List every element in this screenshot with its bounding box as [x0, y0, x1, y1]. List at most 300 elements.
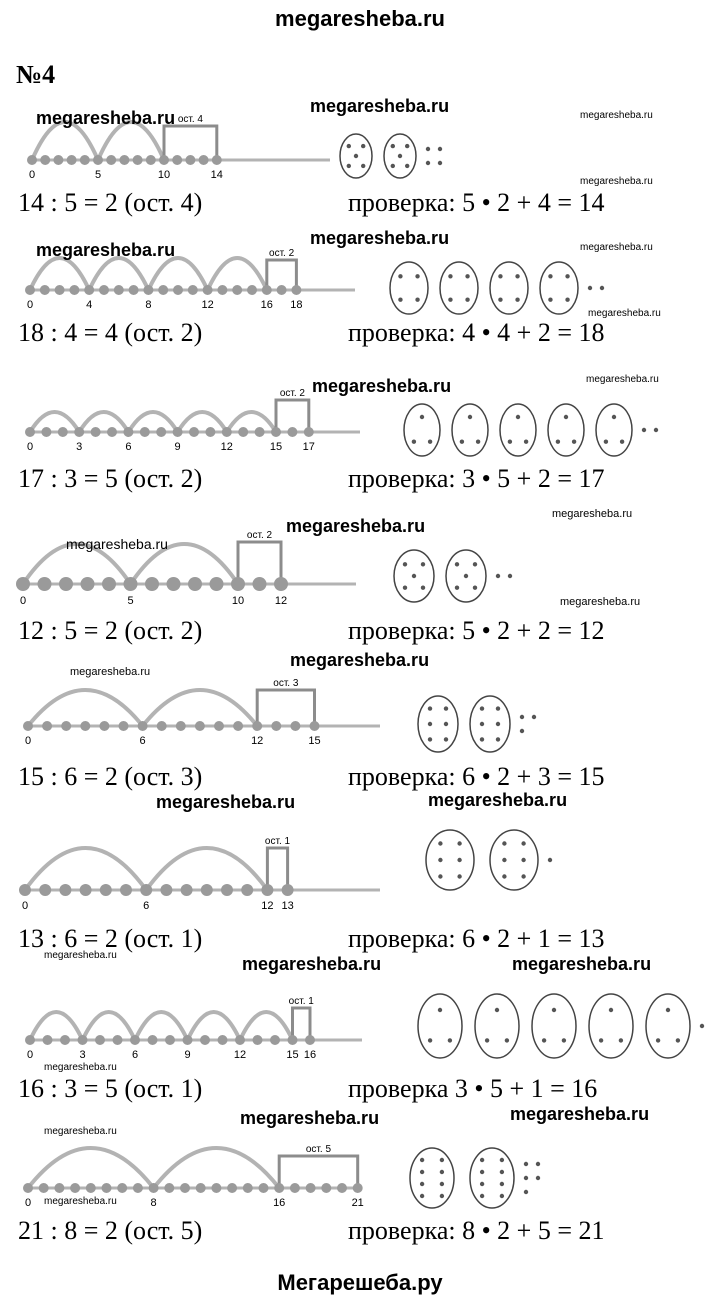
tick-label: 12: [261, 900, 274, 912]
watermark: megaresheba.ru: [36, 240, 176, 260]
tick-label: 12: [274, 595, 288, 607]
bead: [159, 155, 169, 165]
group-dot: [391, 144, 395, 148]
bead: [277, 285, 287, 295]
group-dot: [502, 858, 506, 862]
bead: [120, 884, 132, 896]
bead: [124, 577, 138, 591]
group-dot: [403, 562, 407, 566]
group-dot: [548, 274, 552, 278]
remainder-dot: [496, 574, 500, 578]
tick-label: 18: [290, 299, 303, 311]
group-dot: [480, 1170, 484, 1174]
bead: [54, 1183, 64, 1193]
number-line: [0, 980, 720, 1074]
group-dot: [521, 841, 525, 845]
bead: [200, 1035, 210, 1045]
jump-arc: [83, 1012, 136, 1040]
jump-arc: [25, 848, 146, 890]
group-dot: [412, 440, 416, 444]
jump-arc: [30, 1012, 83, 1040]
bead: [149, 1183, 159, 1193]
watermark: megaresheba.ru: [580, 176, 653, 187]
bead: [156, 427, 166, 437]
jump-arc: [30, 412, 79, 432]
group-dot: [361, 164, 365, 168]
bead: [95, 1035, 105, 1045]
tick-label: 13: [281, 900, 294, 912]
bead: [304, 427, 314, 437]
bead: [201, 884, 213, 896]
bead: [55, 285, 65, 295]
bead: [291, 285, 301, 295]
bead: [117, 1183, 127, 1193]
group-dot: [448, 274, 452, 278]
bead: [274, 1183, 284, 1193]
tick-label: 9: [174, 441, 181, 453]
group-dot: [480, 722, 484, 726]
bead: [221, 884, 233, 896]
watermark: megaresheba.ru: [36, 108, 176, 128]
group-ellipse: [548, 404, 584, 456]
group-dot: [565, 298, 569, 302]
group-dot: [444, 737, 448, 741]
bead: [114, 285, 124, 295]
group-dot: [420, 415, 424, 419]
bead: [218, 1035, 228, 1045]
remainder-label: ост. 2: [279, 388, 305, 399]
tick-label: 17: [302, 441, 315, 453]
bead: [113, 1035, 123, 1045]
group-dot: [515, 298, 519, 302]
bead: [235, 1035, 245, 1045]
watermark: megaresheba.ru: [580, 242, 653, 253]
bead: [67, 155, 77, 165]
group-dot: [502, 874, 506, 878]
jump-arc: [28, 1148, 154, 1188]
group-dot: [448, 1038, 452, 1042]
bead: [160, 884, 172, 896]
group-dot: [480, 737, 484, 741]
remainder-label: ост. 2: [269, 248, 295, 259]
group-dot: [656, 1038, 660, 1042]
bead: [158, 285, 168, 295]
bead: [203, 285, 213, 295]
bead: [145, 577, 159, 591]
tick-label: 10: [231, 595, 245, 607]
bead: [238, 427, 248, 437]
remainder-box: [279, 1156, 358, 1188]
group-ellipse: [490, 262, 528, 314]
bead: [140, 427, 150, 437]
group-dot: [496, 706, 500, 710]
group-dot: [500, 1158, 504, 1162]
group-dot: [485, 1038, 489, 1042]
number-line: [0, 1134, 720, 1220]
bead: [282, 884, 294, 896]
group-dot: [428, 440, 432, 444]
group-ellipse: [470, 696, 510, 752]
group-dot: [666, 1008, 670, 1012]
watermark: megaresheba.ru: [586, 374, 659, 385]
group-dot: [455, 562, 459, 566]
tick-label: 6: [125, 441, 132, 453]
tick-label: 4: [86, 299, 93, 311]
bead: [61, 721, 71, 731]
group-dot: [500, 1194, 504, 1198]
bead: [241, 884, 253, 896]
bead: [196, 1183, 206, 1193]
problem-5: [0, 664, 720, 794]
bead: [59, 884, 71, 896]
bead: [288, 1035, 298, 1045]
group-dot: [398, 274, 402, 278]
group-dot: [508, 440, 512, 444]
watermark: megaresheba.ru: [242, 954, 382, 974]
bead: [146, 155, 156, 165]
group-dot: [599, 1038, 603, 1042]
group-dot: [403, 586, 407, 590]
group-dot: [428, 722, 432, 726]
group-dot: [464, 574, 468, 578]
group-dot: [524, 440, 528, 444]
watermark: megaresheba.ru: [310, 96, 450, 116]
bead: [119, 155, 129, 165]
bead: [290, 1183, 300, 1193]
group-dot: [354, 154, 358, 158]
bead: [259, 1183, 269, 1193]
remainder-dot: [438, 161, 442, 165]
tick-label: 6: [143, 900, 150, 912]
group-dot: [609, 1008, 613, 1012]
tick-label: 0: [26, 299, 34, 311]
remainder-box: [257, 690, 314, 726]
watermark: megaresheba.ru: [512, 954, 652, 974]
group-dot: [415, 298, 419, 302]
bead: [58, 427, 68, 437]
group-ellipse: [390, 262, 428, 314]
equation: 12 : 5 = 2 (ост. 2): [18, 616, 203, 645]
group-dot: [428, 706, 432, 710]
group-dot: [556, 440, 560, 444]
group-dot: [572, 440, 576, 444]
bead: [252, 721, 262, 731]
bead: [43, 1035, 53, 1045]
remainder-dot: [642, 428, 646, 432]
bead: [188, 577, 202, 591]
watermark: megaresheba.ru: [44, 1062, 117, 1073]
remainder-label: ост. 4: [177, 114, 203, 125]
check-equation: проверка: 4 • 4 + 2 = 18: [348, 318, 605, 347]
bead: [16, 577, 30, 591]
bead: [231, 577, 245, 591]
bead: [290, 721, 300, 731]
group-dot: [516, 415, 520, 419]
bead: [247, 285, 257, 295]
group-ellipse: [500, 404, 536, 456]
bead: [19, 884, 31, 896]
bead: [25, 285, 35, 295]
remainder-dot: [532, 715, 536, 719]
group-ellipse: [404, 404, 440, 456]
group-dot: [428, 737, 432, 741]
footer-title: Мегарешеба.ру: [277, 1270, 443, 1295]
bead: [60, 1035, 70, 1045]
group-dot: [500, 1170, 504, 1174]
jump-arc: [188, 1012, 241, 1040]
watermark: megaresheba.ru: [310, 228, 450, 248]
bead: [176, 721, 186, 731]
group-ellipse: [452, 404, 488, 456]
bead: [205, 427, 215, 437]
group-dot: [500, 1182, 504, 1186]
watermark: megaresheba.ru: [44, 950, 117, 961]
group-ellipse: [532, 994, 576, 1058]
remainder-label: ост. 2: [246, 530, 273, 541]
group-dot: [521, 874, 525, 878]
bead: [173, 285, 183, 295]
bead: [212, 155, 222, 165]
tick-label: 0: [26, 1049, 34, 1061]
group-ellipse: [410, 1148, 454, 1208]
jump-arc: [227, 412, 276, 432]
bead: [78, 1035, 88, 1045]
group-dot: [495, 1008, 499, 1012]
bead: [93, 155, 103, 165]
group-ellipse: [418, 994, 462, 1058]
tick-label: 0: [28, 169, 36, 181]
tick-label: 0: [19, 595, 27, 607]
group-dot: [440, 1158, 444, 1162]
group-dot: [496, 737, 500, 741]
remainder-dot: [700, 1024, 704, 1028]
remainder-dot: [438, 147, 442, 151]
check-equation: проверка: 6 • 2 + 3 = 15: [348, 762, 605, 791]
bead: [91, 427, 101, 437]
tick-label: 15: [308, 735, 321, 747]
tick-label: 10: [157, 169, 171, 181]
bead: [140, 884, 152, 896]
bead: [172, 155, 182, 165]
bead: [185, 155, 195, 165]
group-dot: [438, 841, 442, 845]
group-dot: [421, 562, 425, 566]
jump-arc: [178, 412, 227, 432]
equation: 14 : 5 = 2 (ост. 4): [18, 188, 203, 217]
remainder-dot: [426, 147, 430, 151]
watermark: megaresheba.ru: [70, 666, 151, 678]
bead: [130, 1035, 140, 1045]
jump-arc: [28, 690, 143, 726]
remainder-dot: [524, 1162, 528, 1166]
group-dot: [398, 298, 402, 302]
equation: 13 : 6 = 2 (ост. 1): [18, 924, 203, 953]
group-dot: [420, 1182, 424, 1186]
group-dot: [552, 1008, 556, 1012]
bead: [270, 1035, 280, 1045]
tick-label: 15: [269, 441, 283, 453]
group-dot: [515, 274, 519, 278]
bead: [274, 577, 288, 591]
bead: [164, 1183, 174, 1193]
watermark: megaresheba.ru: [290, 650, 430, 670]
group-dot: [405, 144, 409, 148]
check-equation: проверка: 6 • 2 + 1 = 13: [348, 924, 605, 953]
bead: [306, 1183, 316, 1193]
group-dot: [438, 1008, 442, 1012]
task-number: №4: [16, 60, 56, 89]
bead: [227, 1183, 237, 1193]
tick-label: 3: [79, 1049, 86, 1061]
bead: [188, 285, 198, 295]
bead: [321, 1183, 331, 1193]
group-dot: [473, 586, 477, 590]
equation: 17 : 3 = 5 (ост. 2): [18, 464, 203, 493]
remainder-dot: [524, 1190, 528, 1194]
bead: [80, 884, 92, 896]
group-dot: [420, 1158, 424, 1162]
group-dot: [361, 144, 365, 148]
remainder-dot: [520, 715, 524, 719]
group-dot: [420, 1194, 424, 1198]
bead: [337, 1183, 347, 1193]
group-dot: [465, 298, 469, 302]
group-dot: [421, 586, 425, 590]
watermark: megaresheba.ru: [428, 790, 568, 810]
group-dot: [438, 874, 442, 878]
group-dot: [448, 298, 452, 302]
remainder-dot: [536, 1176, 540, 1180]
group-dot: [468, 415, 472, 419]
bead: [25, 427, 35, 437]
bead: [23, 1183, 33, 1193]
site-title: megaresheba.ru: [275, 6, 445, 31]
bead: [210, 577, 224, 591]
bead: [217, 285, 227, 295]
tick-label: 12: [251, 735, 264, 747]
tick-label: 12: [220, 441, 233, 453]
bead: [40, 285, 50, 295]
group-dot: [440, 1170, 444, 1174]
tick-label: 8: [145, 299, 152, 311]
group-dot: [457, 858, 461, 862]
group-dot: [562, 1038, 566, 1042]
remainder-box: [164, 126, 217, 160]
watermark: megaresheba.ru: [66, 536, 168, 552]
tick-label: 16: [303, 1049, 317, 1061]
group-dot: [564, 415, 568, 419]
check-equation: проверка 3 • 5 + 1 = 16: [348, 1074, 598, 1103]
tick-label: 0: [24, 735, 32, 747]
bead: [106, 155, 116, 165]
bead: [262, 285, 272, 295]
group-dot: [612, 415, 616, 419]
remainder-dot: [588, 286, 592, 290]
group-dot: [347, 144, 351, 148]
number-line: [0, 820, 720, 924]
bead: [305, 1035, 315, 1045]
bead: [80, 721, 90, 731]
tick-label: 3: [76, 441, 83, 453]
tick-label: 14: [210, 169, 223, 181]
problem-6: [0, 820, 720, 960]
group-dot: [502, 841, 506, 845]
group-dot: [440, 1194, 444, 1198]
watermark: megaresheba.ru: [312, 376, 452, 396]
bead: [148, 1035, 158, 1045]
watermark: megaresheba.ru: [240, 1108, 380, 1128]
equation: 21 : 8 = 2 (ост. 5): [18, 1216, 203, 1245]
tick-label: 15: [286, 1049, 299, 1061]
watermark: megaresheba.ru: [44, 1196, 117, 1207]
number-line: [0, 664, 720, 760]
bead: [102, 1183, 112, 1193]
group-dot: [604, 440, 608, 444]
bead: [42, 721, 52, 731]
bead: [199, 155, 209, 165]
group-ellipse: [490, 830, 538, 890]
tick-label: 8: [150, 1197, 157, 1209]
group-ellipse: [589, 994, 633, 1058]
bead: [243, 1183, 253, 1193]
remainder-label: ост. 5: [305, 1144, 332, 1155]
group-dot: [473, 562, 477, 566]
watermark: megaresheba.ru: [552, 508, 633, 520]
group-dot: [496, 722, 500, 726]
jump-arc: [135, 1012, 188, 1040]
group-ellipse: [470, 1148, 514, 1208]
group-dot: [498, 298, 502, 302]
bead: [81, 577, 95, 591]
remainder-dot: [520, 729, 524, 733]
watermark: megaresheba.ru: [560, 596, 641, 608]
group-dot: [480, 706, 484, 710]
bead: [107, 427, 117, 437]
bead: [53, 155, 63, 165]
group-ellipse: [426, 830, 474, 890]
bead: [165, 1035, 175, 1045]
bead: [222, 427, 232, 437]
tick-label: 16: [273, 1197, 286, 1209]
jump-arc: [154, 1148, 280, 1188]
check-equation: проверка: 8 • 2 + 5 = 21: [348, 1216, 605, 1245]
tick-label: 6: [139, 735, 146, 747]
bead: [129, 285, 139, 295]
jump-arc: [146, 848, 267, 890]
group-dot: [620, 440, 624, 444]
bead: [86, 1183, 96, 1193]
equation: 18 : 4 = 4 (ост. 2): [18, 318, 203, 347]
equation: 15 : 6 = 2 (ост. 3): [18, 762, 203, 791]
remainder-dot: [508, 574, 512, 578]
bead: [261, 884, 273, 896]
problem-7: [0, 980, 720, 1110]
bead: [39, 1183, 49, 1193]
bead: [39, 884, 51, 896]
bead: [99, 285, 109, 295]
group-ellipse: [540, 262, 578, 314]
group-dot: [505, 1038, 509, 1042]
bead: [255, 427, 265, 437]
group-ellipse: [418, 696, 458, 752]
bead: [119, 721, 129, 731]
group-dot: [460, 440, 464, 444]
group-dot: [480, 1194, 484, 1198]
group-dot: [420, 1170, 424, 1174]
group-dot: [565, 274, 569, 278]
tick-label: 12: [233, 1049, 247, 1061]
bead: [102, 577, 116, 591]
